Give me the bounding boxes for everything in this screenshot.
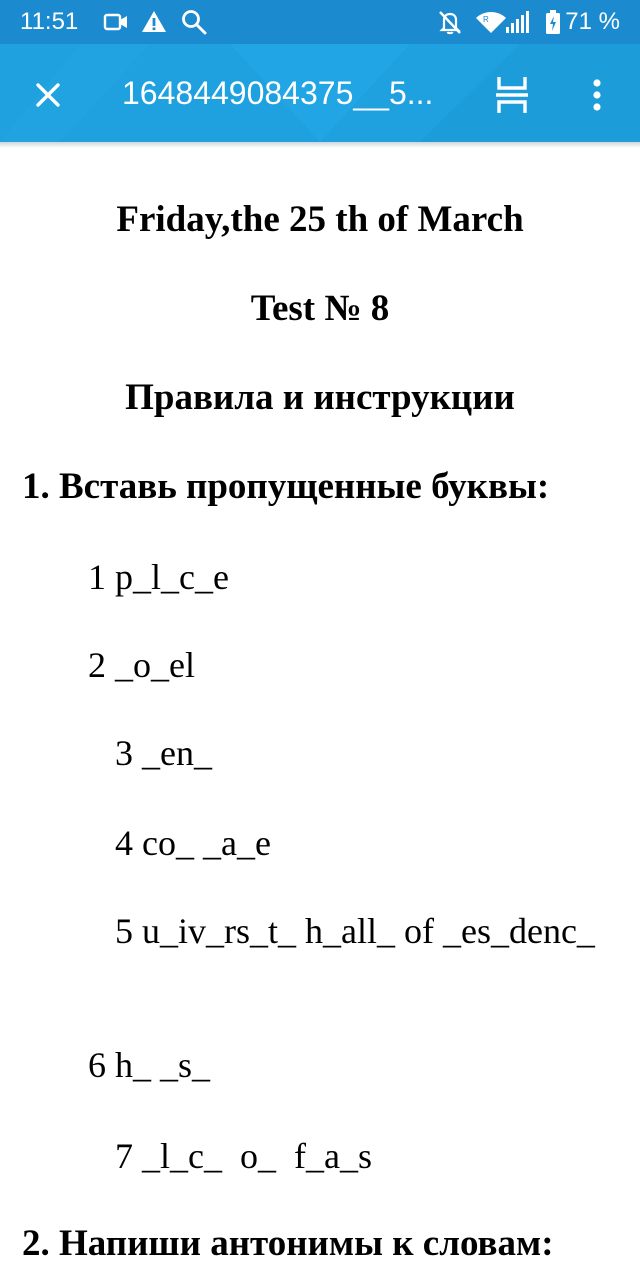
- rules-heading: Правила и инструкции: [125, 377, 515, 418]
- document-page[interactable]: [0, 142, 640, 1280]
- notifications-off-icon: [436, 8, 464, 36]
- date-heading: Friday,the 25 th of March: [116, 199, 524, 240]
- wifi-icon: [474, 8, 508, 36]
- warning-icon: [140, 8, 168, 36]
- video-call-icon: [102, 8, 130, 36]
- task1-title: 1. Вставь пропущенные буквы:: [22, 466, 550, 507]
- list-item: 6 h_ _s_: [88, 1045, 211, 1085]
- more-vert-icon[interactable]: [578, 69, 616, 121]
- list-item: 1 p_l_c_e: [88, 557, 229, 597]
- status-bar: [0, 0, 640, 44]
- search-icon: [180, 8, 208, 36]
- status-time: 11:51: [20, 8, 79, 35]
- list-item: 7 _l_c_ o_ f_a_s: [115, 1136, 372, 1176]
- battery-percent: 71 %: [565, 8, 620, 35]
- list-item: 2 _o_el: [88, 645, 195, 685]
- test-heading: Test № 8: [250, 288, 390, 329]
- list-item: 3 _en_: [115, 733, 212, 773]
- document-title: 1648449084375__5...: [122, 75, 434, 111]
- list-item: 4 co_ _a_e: [115, 823, 271, 863]
- list-item: 5 u_iv_rs_t_ h_all_ of _es_denc_: [115, 911, 595, 951]
- close-icon[interactable]: [22, 69, 74, 121]
- signal-icon: [504, 8, 530, 36]
- page-view-icon[interactable]: [488, 69, 536, 121]
- app-bar: [0, 44, 640, 142]
- battery-icon: [544, 8, 562, 36]
- svg-text:R: R: [483, 15, 489, 24]
- task2-title: 2. Напиши антонимы к словам:: [22, 1223, 554, 1264]
